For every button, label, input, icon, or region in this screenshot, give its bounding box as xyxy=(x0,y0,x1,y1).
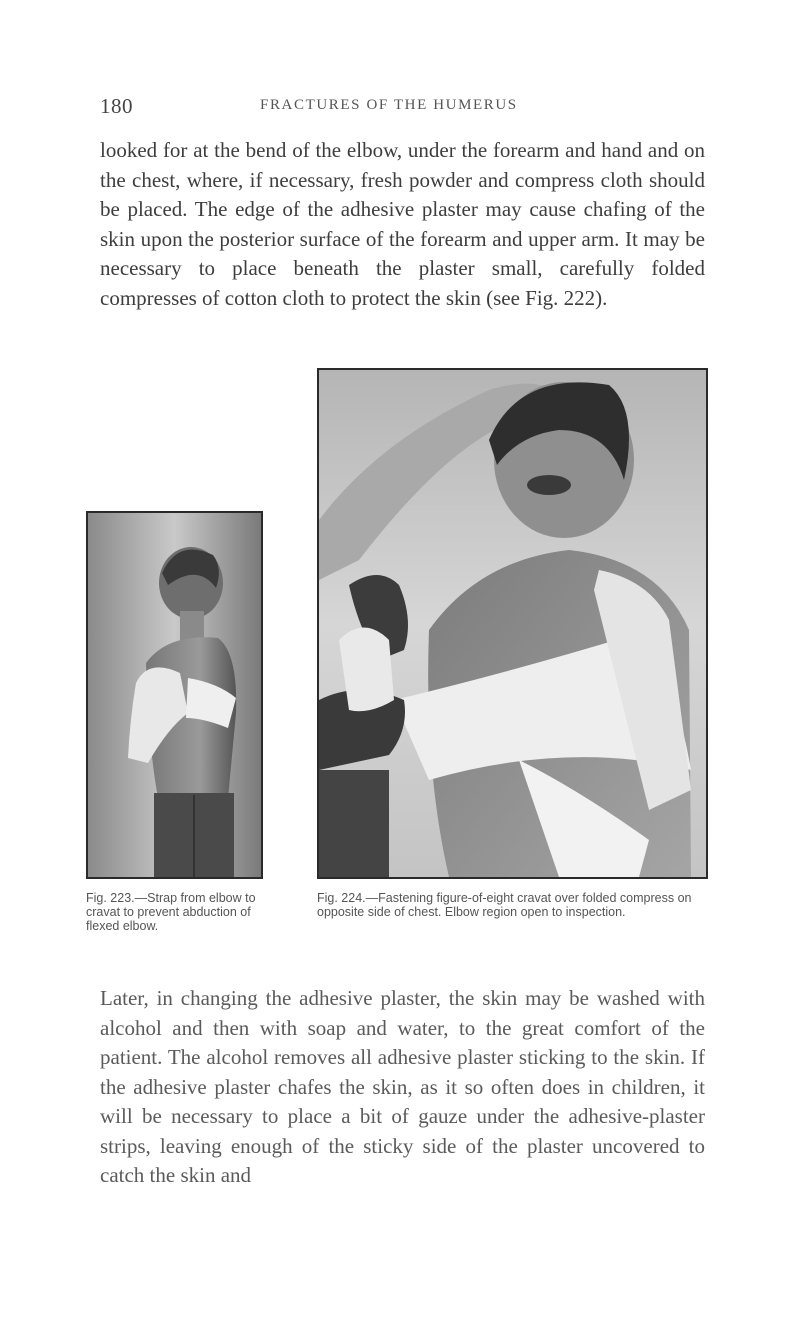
figure-224-illustration xyxy=(319,370,706,877)
figure-223-photo xyxy=(86,511,263,879)
running-header xyxy=(100,94,720,118)
page-header-title: FRACTURES OF THE HUMERUS xyxy=(260,97,518,113)
page-number: 180 xyxy=(100,94,133,118)
figure-224-photo xyxy=(317,368,708,879)
figure-223-illustration xyxy=(88,513,261,877)
figure-223-caption: Fig. 223.—Strap from elbow to cravat to prevent abduction of flexed elbow. xyxy=(86,891,256,933)
paragraph-bottom: Later, in changing the adhesive plaster, the skin may be washed with alcohol and then with soap and water, to the great comfort of the patient. The alcohol removes all adhesive plaster sticking to the skin. If the adhesive plaster chafes the skin, as it so often does in children, it will be necessary to place a bit of gauze under the adhesive-plaster strips, leaving enough of the sticky side of the plaster uncovered to catch the skin and xyxy=(100,986,705,1187)
paragraph-top: looked for at the bend of the elbow, under the forearm and hand and on the chest, where, if necessary, fresh powder and compress cloth should be placed. The edge of the adhesive plaster may cause chafing of the skin upon the posterior surface of the forearm and upper arm. It may be necessary to place beneath the plaster small, carefully folded compresses of cotton cloth to protect the skin (see Fig. 222). xyxy=(100,138,705,310)
figure-224-caption: Fig. 224.—Fastening figure-of-eight cravat over folded compress on opposite side of chest. Elbow region open to inspection. xyxy=(317,891,692,919)
